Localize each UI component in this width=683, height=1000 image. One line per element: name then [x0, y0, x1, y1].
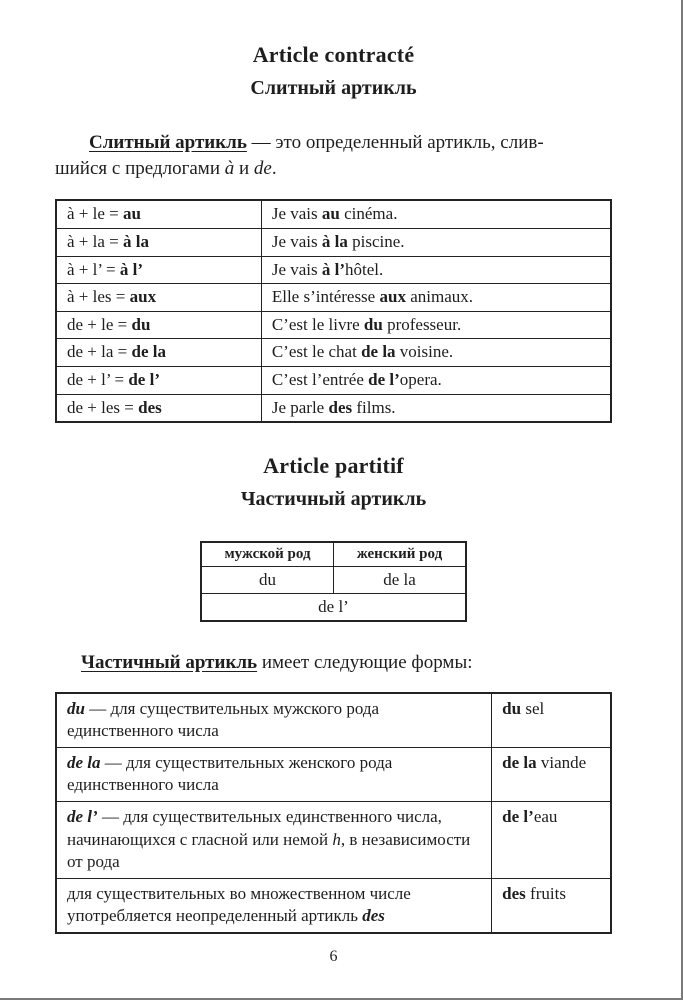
feminine-gender-header: женский род	[334, 542, 467, 567]
page	[55, 0, 612, 966]
example-sentence: Je vais au cinéma.	[261, 200, 611, 228]
example-sentence: C’est l’entrée de l’opera.	[261, 367, 611, 395]
table-row	[56, 394, 611, 422]
elision-form: de l’	[201, 594, 466, 622]
table-row	[56, 339, 611, 367]
contraction-formula: à + le = au	[56, 200, 261, 228]
usage-example: de l’eau	[492, 801, 611, 878]
table-row	[201, 594, 466, 622]
table-row	[56, 801, 611, 878]
heading-slitny-artikl: Слитный артикль	[250, 77, 417, 99]
usage-rule: du — для существительных мужского рода единственного числа	[56, 693, 492, 748]
example-sentence: C’est le chat de la voisine.	[261, 339, 611, 367]
example-sentence: Elle s’intéresse aux animaux.	[261, 284, 611, 312]
contracted-article-table	[55, 199, 612, 423]
table-row	[56, 367, 611, 395]
page-number: 6	[329, 948, 338, 966]
table-row	[56, 256, 611, 284]
table-header-row	[201, 542, 466, 567]
table-row	[56, 284, 611, 312]
feminine-form: de la	[334, 567, 467, 594]
intro-contracte-paragraph: Слитный артикль — это определенный артикль, слив- шийся с предлогами à и de.	[55, 132, 544, 180]
contraction-formula: de + la = de la	[56, 339, 261, 367]
usage-rule: de la — для существительных женского рода единственного числа	[56, 747, 492, 801]
partitive-forms-table	[200, 541, 467, 622]
masculine-gender-header: мужской род	[201, 542, 334, 567]
contraction-formula: à + les = aux	[56, 284, 261, 312]
usage-rule: для существительных во множественном числе употребляется неопределенный артикль des	[56, 878, 492, 933]
contraction-formula: de + les = des	[56, 394, 261, 422]
contraction-formula: à + l’ = à l’	[56, 256, 261, 284]
usage-example: du sel	[492, 693, 611, 748]
usage-example: de la viande	[492, 747, 611, 801]
intro-partitif-paragraph: Частичный артикль имеет следующие формы:	[81, 652, 473, 674]
example-sentence: Je vais à la piscine.	[261, 229, 611, 257]
table-row	[56, 693, 611, 748]
table-row	[201, 567, 466, 594]
table-row	[56, 878, 611, 933]
heading-chastichny-artikl: Частичный артикль	[240, 488, 427, 511]
usage-rule: de l’ — для существительных единственного числа, начинающихся с гласной или немой h, в независимости от рода	[56, 801, 492, 878]
contraction-formula: à + la = à la	[56, 229, 261, 257]
table-row	[56, 229, 611, 257]
table-row	[56, 311, 611, 339]
example-sentence: Je parle des films.	[261, 394, 611, 422]
contraction-formula: de + l’ = de l’	[56, 367, 261, 395]
table-row	[56, 747, 611, 801]
partitive-usage-table	[55, 692, 612, 934]
contraction-formula: de + le = du	[56, 311, 261, 339]
usage-example: des fruits	[492, 878, 611, 933]
masculine-form: du	[201, 567, 334, 594]
example-sentence: C’est le livre du professeur.	[261, 311, 611, 339]
heading-article-contracte: Article contracté	[252, 42, 415, 67]
example-sentence: Je vais à l’hôtel.	[261, 256, 611, 284]
heading-article-partitif: Article partitif	[263, 453, 404, 479]
table-row	[56, 200, 611, 228]
